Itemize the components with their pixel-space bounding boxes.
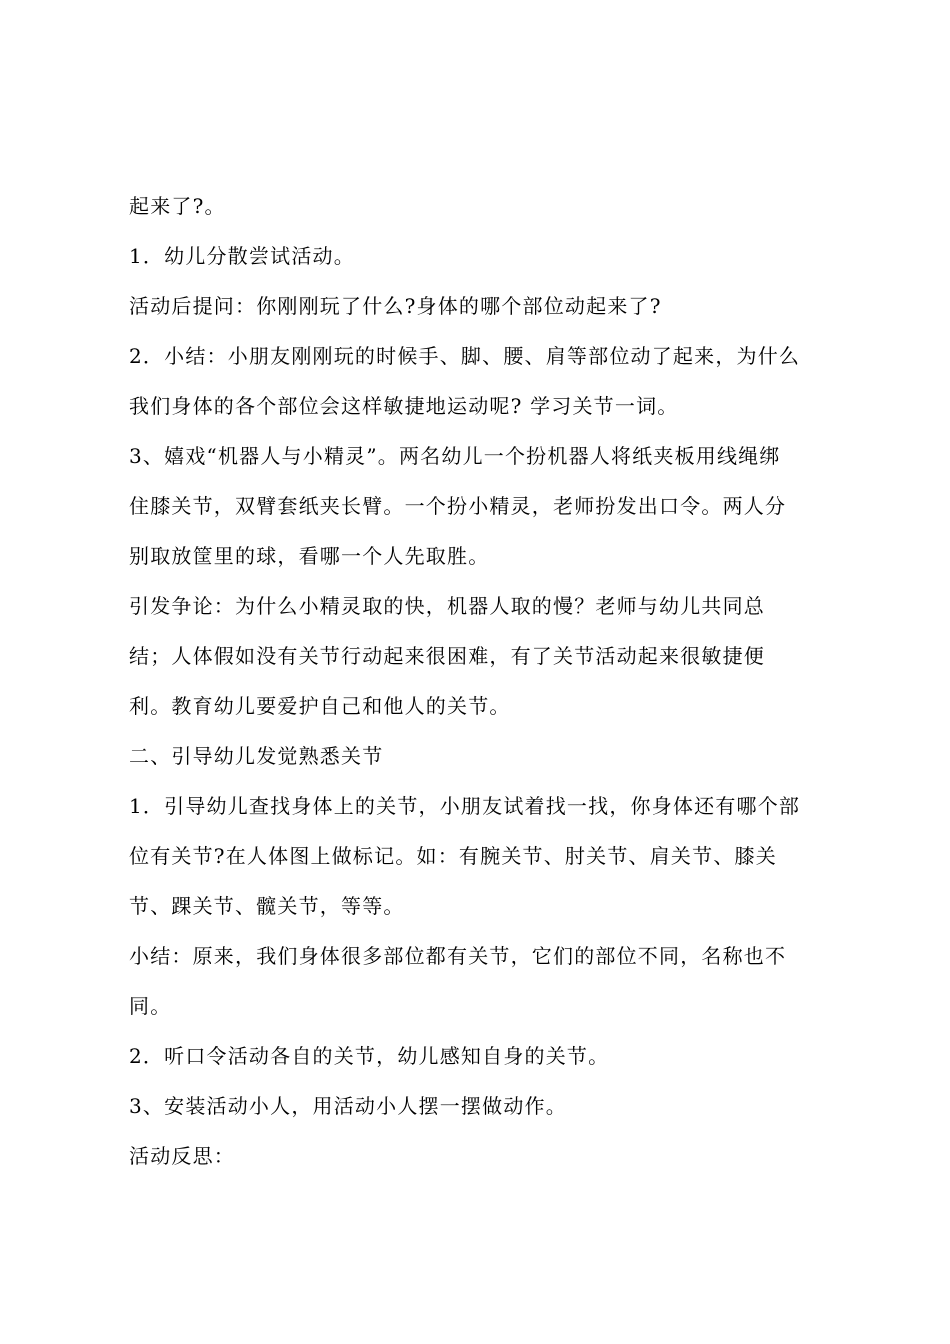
text-line: 2．小结：小朋友刚刚玩的时候手、脚、腰、肩等部位动了起来，为什么 (129, 344, 801, 368)
text-line: 别取放筐里的球，看哪一个人先取胜。 (129, 544, 490, 568)
text-line: 结；人体假如没有关节行动起来很困难，有了关节活动起来很敏捷便 (129, 644, 765, 668)
text-line: 2．听口令活动各自的关节，幼儿感知自身的关节。 (129, 1044, 610, 1068)
text-line: 活动反思： (129, 1144, 235, 1168)
text-line: 同。 (129, 994, 172, 1018)
text-line: 起来了?。 (129, 194, 226, 218)
text-line: 小结：原来，我们身体很多部位都有关节，它们的部位不同，名称也不 (129, 944, 787, 968)
text-line: 3、嬉戏“机器人与小精灵”。两名幼儿一个扮机器人将纸夹板用线绳绑 (129, 444, 781, 468)
text-line: 活动后提问：你刚刚玩了什么?身体的哪个部位动起来了? (129, 294, 662, 318)
text-line: 我们身体的各个部位会这样敏捷地运动呢? 学习关节一词。 (129, 394, 679, 418)
text-line: 节、踝关节、髋关节，等等。 (129, 894, 405, 918)
text-line: 引发争论：为什么小精灵取的快，机器人取的慢？老师与幼儿共同总 (129, 594, 765, 618)
text-line: 住膝关节，双臂套纸夹长臂。一个扮小精灵，老师扮发出口令。两人分 (129, 494, 787, 518)
text-line: 利。教育幼儿要爱护自己和他人的关节。 (129, 694, 511, 718)
text-line: 3、安装活动小人，用活动小人摆一摆做动作。 (129, 1094, 567, 1118)
section-heading: 二、引导幼儿发觉熟悉关节 (129, 744, 384, 768)
text-line: 1．引导幼儿查找身体上的关节，小朋友试着找一找，你身体还有哪个部 (129, 794, 801, 818)
text-line: 1．幼儿分散尝试活动。 (129, 244, 355, 268)
text-line: 位有关节?在人体图上做标记。如：有腕关节、肘关节、肩关节、膝关 (129, 844, 777, 868)
